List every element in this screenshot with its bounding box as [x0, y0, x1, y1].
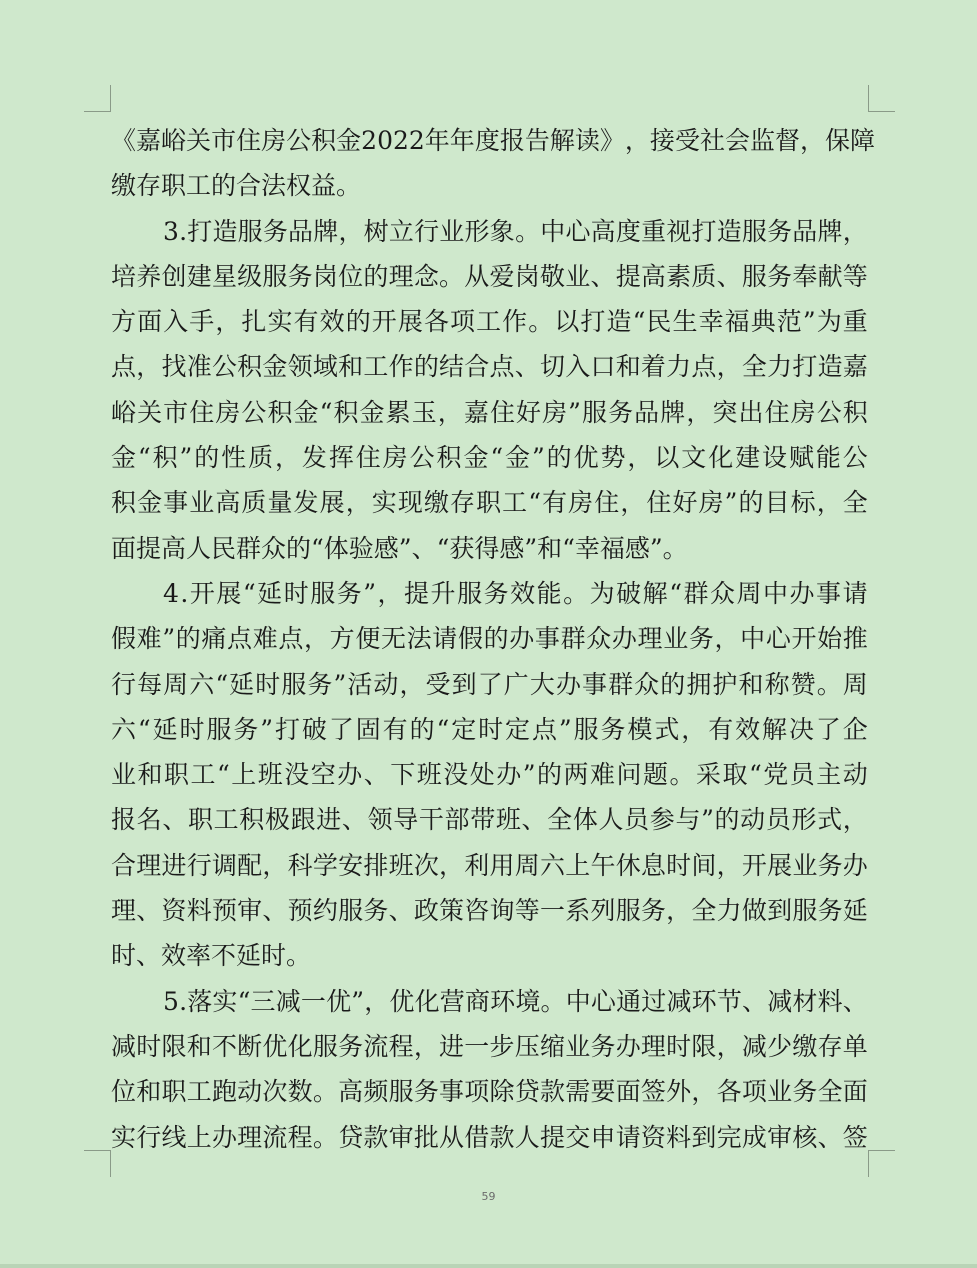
text-line: 积 金 事 业 高 质 量 发 展 ， 实 现 缴 存 职 工 “ 有 房 住 ， 住 好 房 ” 的 目 标 ， 全 [111, 488, 868, 518]
text-line: 合 理 进 行 调 配 ， 科 学 安 排 班 次 ， 利 用 周 六 上 午 休 息 时 间 ， 开 展 业 务 办 [111, 850, 868, 880]
text-line: 理 、 资 料 预 审 、 预 约 服 务 、 政 策 咨 询 等 一 系 列 服 务 ， 全 力 做 到 服 务 延 [111, 896, 868, 926]
crop-mark-top-right [868, 85, 895, 112]
crop-mark-bottom-right [868, 1150, 895, 1177]
page-bottom-edge [0, 1264, 977, 1268]
text-line: 实 行 线 上 办 理 流 程 。 贷 款 审 批 从 借 款 人 提 交 申 请 资 料 到 完 成 审 核 、 签 [111, 1122, 868, 1152]
text-line: 六 “ 延 时 服 务 ” 打 破 了 固 有 的 “ 定 时 定 点 ” 服 务 模 式 ， 有 效 解 决 了 企 [111, 714, 868, 744]
crop-mark-top-left [84, 85, 111, 112]
text-line: 金 “ 积 ” 的 性 质 ， 发 挥 住 房 公 积 金 “ 金 ” 的 优 势 ， 以 文 化 建 设 赋 能 公 [111, 443, 868, 473]
text-line: 3 . 打 造 服 务 品 牌 ， 树 立 行 业 形 象 。 中 心 高 度 重 视 打 造 服 务 品 牌 ， [163, 216, 868, 246]
crop-mark-bottom-left [84, 1150, 111, 1177]
body-text [111, 118, 876, 1160]
text-line: 报 名 、 职 工 积 极 跟 进 、 领 导 干 部 带 班 、 全 体 人 员 参 与 ” 的 动 员 形 式 ， [111, 805, 868, 835]
page-number: 59 [481, 1190, 496, 1203]
text-line: 方 面 入 手 ， 扎 实 有 效 的 开 展 各 项 工 作 。 以 打 造 “ 民 生 幸 福 典 范 ” 为 重 [111, 307, 868, 337]
text-line: 减 时 限 和 不 断 优 化 服 务 流 程 ， 进 一 步 压 缩 业 务 办 理 时 限 ， 减 少 缴 存 单 [111, 1031, 868, 1061]
text-line: 位 和 职 工 跑 动 次 数 。 高 频 服 务 事 项 除 贷 款 需 要 面 签 外 ， 各 项 业 务 全 面 [111, 1077, 868, 1107]
text-line: 5 . 落 实 “ 三 减 一 优 ” ， 优 化 营 商 环 境 。 中 心 通 过 减 环 节 、 减 材 料 、 [163, 986, 868, 1016]
text-line: 假 难 ” 的 痛 点 难 点 ， 方 便 无 法 请 假 的 办 事 群 众 办 理 业 务 ， 中 心 开 始 推 [111, 624, 868, 654]
text-line: 培 养 创 建 星 级 服 务 岗 位 的 理 念 。 从 爱 岗 敬 业 、 提 高 素 质 、 服 务 奉 献 等 [111, 261, 868, 291]
text-line: 《 嘉 峪 关 市 住 房 公 积 金 2 0 2 2 年 年 度 报 告 解 读 》 ， 接 受 社 会 监 督 ， 保 障 [111, 126, 876, 155]
text-line: 4 . 开 展 “ 延 时 服 务 ” ， 提 升 服 务 效 能 。 为 破 解 “ 群 众 周 中 办 事 请 [163, 578, 868, 608]
text-line: 缴存职工的合法权益。 [111, 171, 362, 201]
text-line: 时、效率不延时。 [111, 941, 312, 971]
text-line: 行 每 周 六 “ 延 时 服 务 ” 活 动 ， 受 到 了 广 大 办 事 群 众 的 拥 护 和 称 赞 。 周 [111, 669, 868, 699]
text-line: 点 ， 找 准 公 积 金 领 域 和 工 作 的 结 合 点 、 切 入 口 和 着 力 点 ， 全 力 打 造 嘉 [111, 352, 868, 382]
text-line: 面提高人民群众的“体验感”、“获得感”和“幸福感”。 [111, 533, 688, 563]
text-line: 峪 关 市 住 房 公 积 金 “ 积 金 累 玉 ， 嘉 住 好 房 ” 服 务 品 牌 ， 突 出 住 房 公 积 [111, 397, 868, 427]
text-line: 业 和 职 工 “ 上 班 没 空 办 、 下 班 没 处 办 ” 的 两 难 问 题 。 采 取 “ 党 员 主 动 [111, 760, 868, 790]
